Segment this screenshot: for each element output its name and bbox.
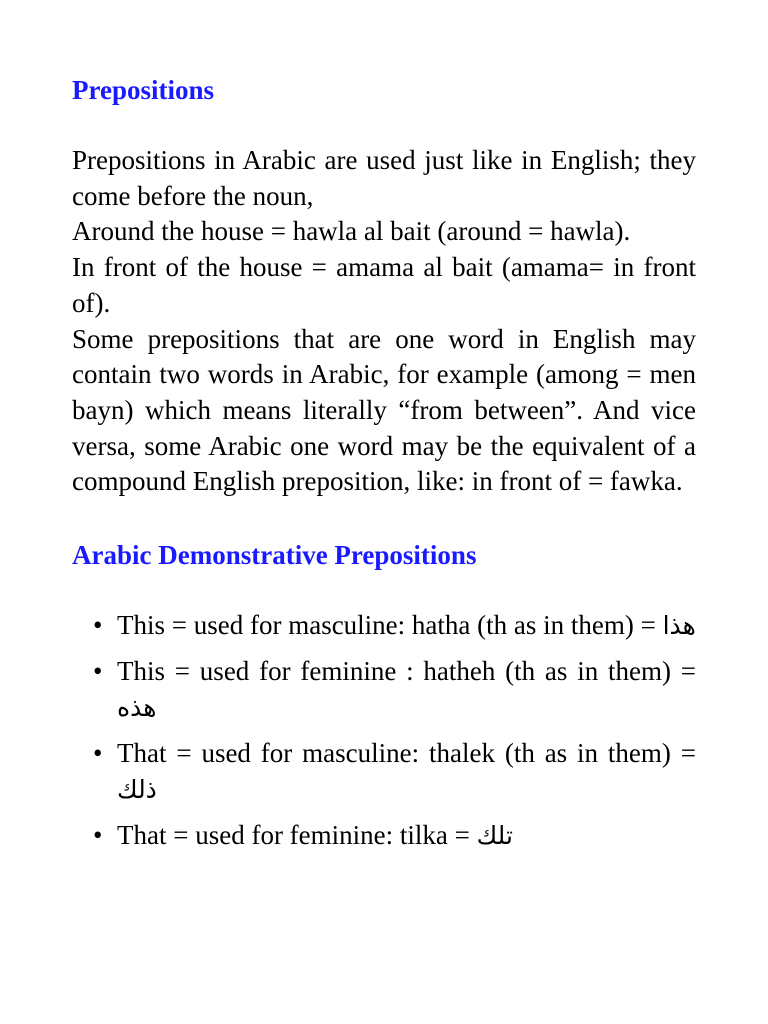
section-heading-demonstratives: Arabic Demonstrative Prepositions (72, 540, 477, 571)
bullet-icon: • (93, 656, 103, 687)
arabic-word: هذه (117, 693, 157, 723)
list-item-text: This = used for feminine : hatheh (th as in them) = (117, 656, 696, 687)
list-item (72, 735, 696, 808)
prepositions-body (72, 143, 696, 500)
list-item-text: That = used for masculine: thalek (th as in them) = (117, 738, 696, 769)
list-item-text: That = used for feminine: tilka = (117, 820, 477, 851)
paragraph-around-example: Around the house = hawla al bait (around = hawla). (72, 216, 631, 247)
paragraph-compound-prepositions: Some prepositions that are one word in English may contain two words in Arabic, for example (among = men bayn) which means literally “from between”. And vice versa, some Arabic one word may be the equivalent of a compound English preposition, like: in front of = fawka. (72, 323, 696, 497)
paragraph-intro: Prepositions in Arabic are used just like in English; they come before the noun, (72, 145, 696, 211)
list-item (72, 653, 696, 726)
arabic-word: تلك (476, 821, 513, 851)
bullet-icon: • (93, 738, 103, 769)
list-item (72, 607, 696, 644)
paragraph-in-front-example: In front of the house = amama al bait (amama= in front of). (72, 252, 696, 318)
demonstratives-list (72, 607, 696, 854)
bullet-icon: • (93, 610, 103, 641)
document-content (72, 70, 696, 863)
section-heading-prepositions: Prepositions (72, 75, 215, 105)
arabic-word: ذلك (117, 775, 157, 805)
list-item (72, 817, 696, 854)
arabic-word: هذا (662, 611, 696, 641)
bullet-icon: • (93, 820, 103, 851)
list-item-text: This = used for masculine: hatha (th as in them) = (117, 610, 663, 641)
